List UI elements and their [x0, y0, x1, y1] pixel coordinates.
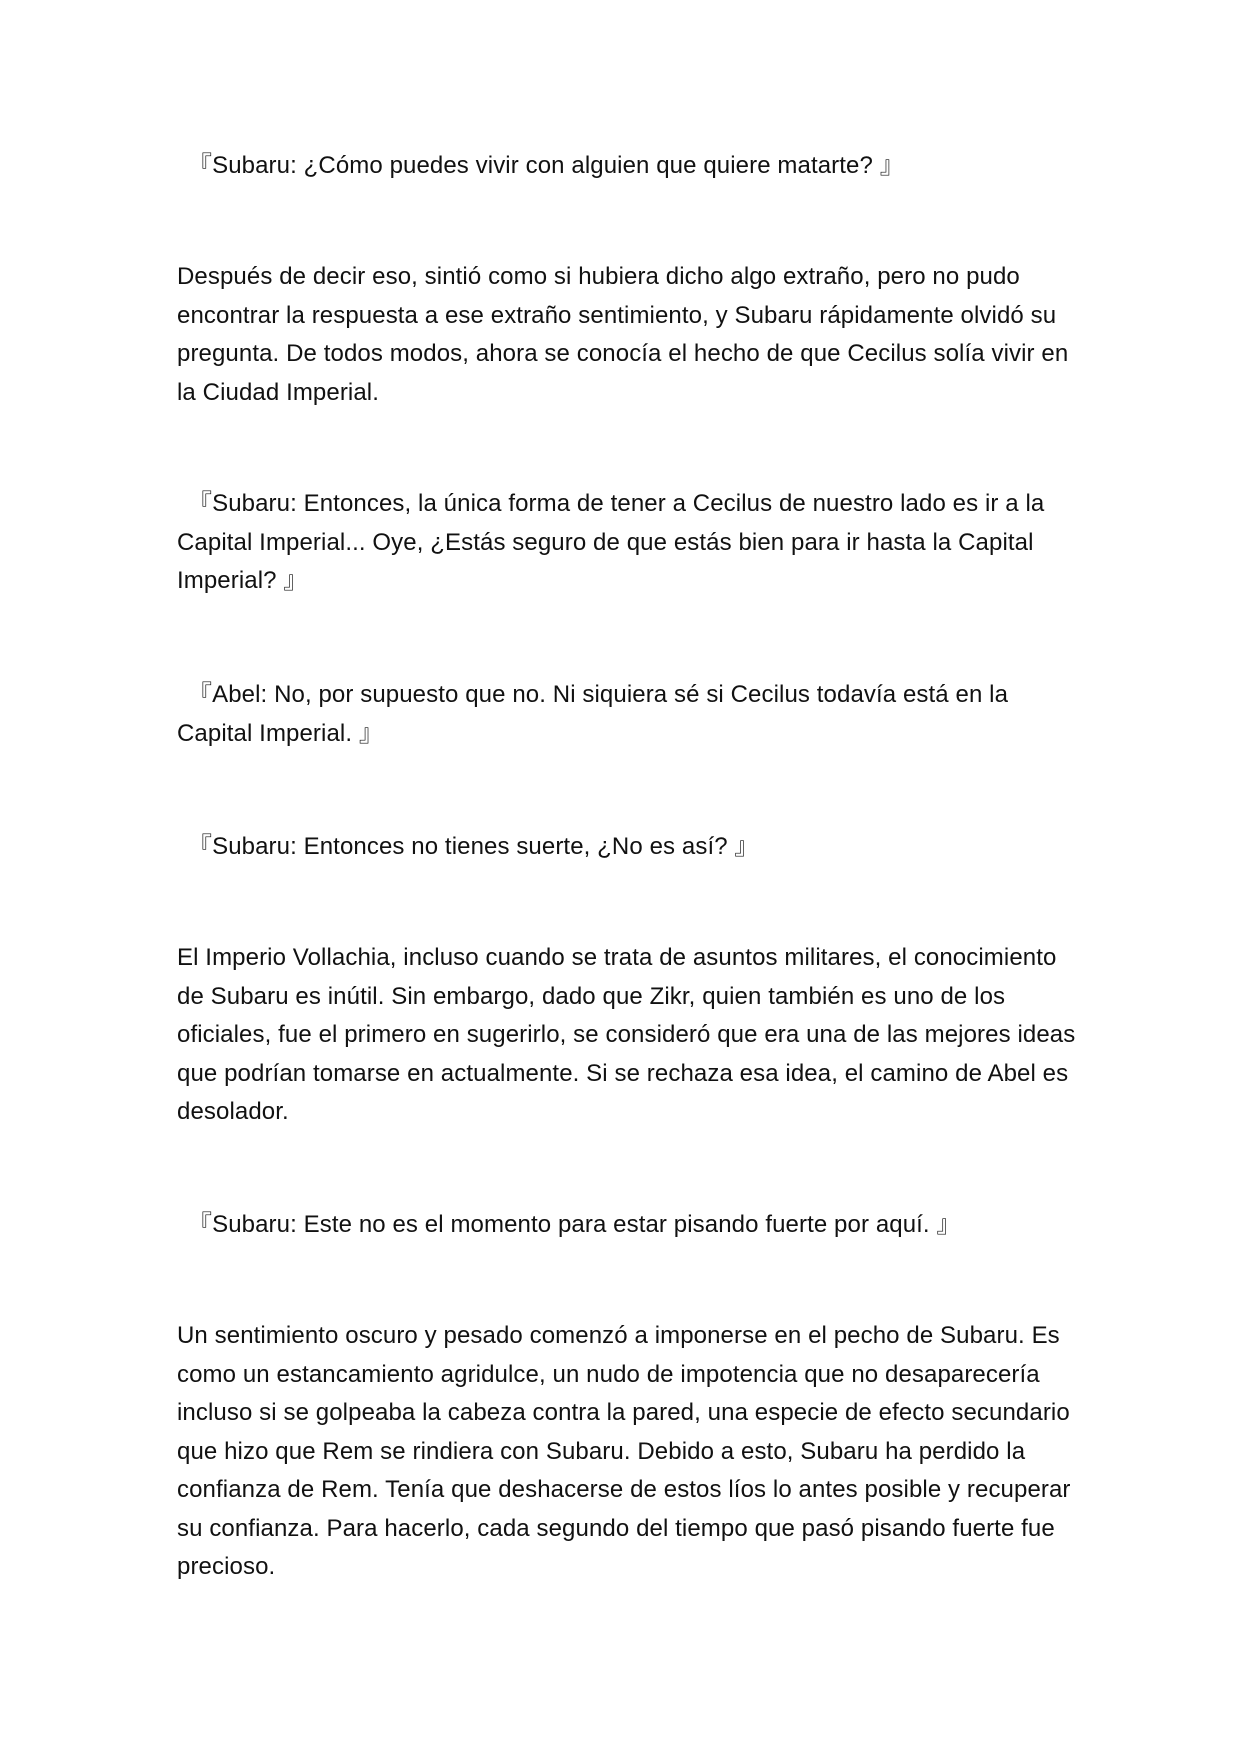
dialogue-paragraph: 『Subaru: Entonces no tienes suerte, ¿No es así? 』	[188, 833, 759, 860]
narration-paragraph: Después de decir eso, sintió como si hubiera dicho algo extraño, pero no pudo encontrar la respuesta a ese extraño sentimiento, y Subaru rápidamente olvidó su pregunta. De todos modos, ahora se conocía el hecho de que Cecilus solía vivir en la Ciudad Imperial.	[177, 263, 1069, 406]
dialogue-paragraph: 『Subaru: Este no es el momento para estar pisando fuerte por aquí. 』	[188, 1211, 961, 1238]
dialogue-paragraph: 『Subaru: Entonces, la única forma de tener a Cecilus de nuestro lado es ir a la Capital Imperial... Oye, ¿Estás seguro de que estás bien para ir hasta la Capital Imperial? 』	[177, 490, 1045, 594]
narration-paragraph: Un sentimiento oscuro y pesado comenzó a imponerse en el pecho de Subaru. Es como un estancamiento agridulce, un nudo de impotencia que no desaparecería incluso si se golpeaba la cabeza contra la pared, una especie de efecto secundario que hizo que Rem se rindiera con Subaru. Debido a esto, Subaru ha perdido la confianza de Rem. Tenía que deshacerse de estos líos lo antes posible y recuperar su confianza. Para hacerlo, cada segundo del tiempo que pasó pisando fuerte fue precioso.	[177, 1322, 1071, 1580]
dialogue-paragraph: 『Subaru: ¿Cómo puedes vivir con alguien que quiere matarte? 』	[188, 152, 904, 179]
narration-paragraph: El Imperio Vollachia, incluso cuando se trata de asuntos militares, el conocimiento de Subaru es inútil. Sin embargo, dado que Zikr, quien también es uno de los oficiales, fue el primero en sugerirlo, se consideró que era una de las mejores ideas que podrían tomarse en actualmente. Si se rechaza esa idea, el camino de Abel es desolador.	[177, 944, 1076, 1125]
dialogue-paragraph: 『Abel: No, por supuesto que no. Ni siquiera sé si Cecilus todavía está en la Capital Imperial. 』	[177, 681, 1009, 747]
